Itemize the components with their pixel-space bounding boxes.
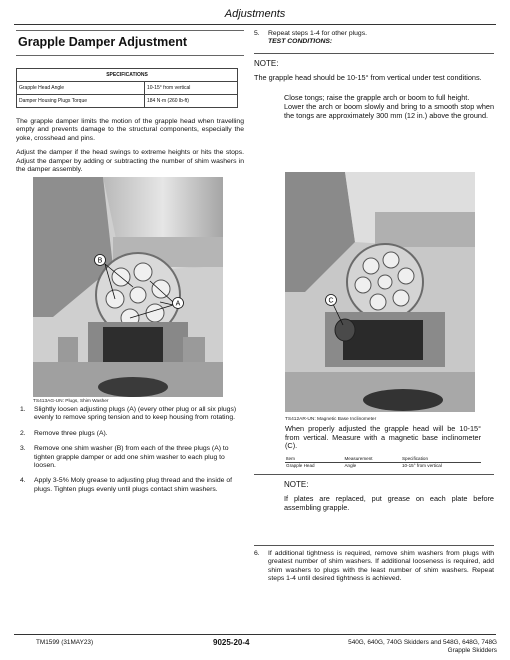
section-title: Grapple Damper Adjustment: [16, 30, 244, 56]
spec-table-heading: SPECIFICATIONS: [17, 69, 238, 82]
step-item: 1. Slightly loosen adjusting plugs (A) (every other plug or all six plugs) evenly to remove spring tension and to keep housing from rotating.: [20, 406, 237, 422]
photo-caption: TS412AR-UN: Magnetic Base Inclinometer: [285, 417, 377, 422]
step-item: 5. Repeat steps 1-4 for other plugs. TEST CONDITIONS:: [254, 30, 367, 46]
table-row: Damper Housing Plugs Torque 184 N·m (260 lb-ft): [17, 95, 238, 108]
footer-doc-id: TM1599 (31MAY23): [36, 639, 94, 646]
footer-models: 540G, 640G, 740G Skidders and 548G, 648G, 748G Grapple Skidders: [348, 639, 497, 654]
step-item: 6. If additional tightness is required, remove shim washers from plugs with greatest number of shim washers. If additional looseness is required, add shim washers to plugs with the least number of shim washers. Repeat steps 1-4 until desired tightness is achieved.: [254, 550, 494, 583]
procedure-steps: [20, 398, 242, 494]
intro-paragraph: Adjust the damper if the head swings to extreme heights or hits the stops. Adjust the damper by adding or subtracting the number of shim washers in the damper assembly.: [16, 149, 244, 174]
intro-paragraph: The grapple damper limits the motion of the grapple head when travelling empty and prevents damage to the structural components, especially the yoke, crosshead and pins.: [16, 118, 244, 142]
test-conditions-label: TEST CONDITIONS:: [268, 38, 333, 46]
step-item: 3. Remove one shim washer (B) from each of the three plugs (A) to tighten grapple damper or add one shim washer to each plug to loosen.: [20, 445, 229, 470]
step-item: 4. Apply 3-5% Moly grease to adjusting plug thread and the inside of plugs. Tighten plugs evenly until plugs contact shim washers.: [20, 477, 232, 493]
footer-page-number: 9025-20-4: [213, 638, 250, 647]
callout-a-label: A: [175, 300, 181, 308]
note-box: NOTE: The grapple head should be 10-15° from vertical under test conditions.: [254, 53, 494, 83]
measurement-table: [285, 456, 481, 469]
table-header-row: Item Measurement Specification: [285, 456, 481, 463]
callout-b-label: B: [97, 257, 103, 265]
inclinometer-photo: [285, 172, 475, 412]
damper-photo: [33, 177, 223, 397]
specifications-table: [16, 68, 238, 108]
table-row: Grapple Head Angle 10-15° from vertical: [286, 463, 442, 469]
callout-c-label: C: [328, 297, 334, 305]
photo-caption: TS413AG-UN: Plugs, Shim Washer: [33, 399, 109, 404]
page-header: Adjustments: [224, 8, 286, 20]
step-6-block: [254, 545, 494, 584]
footer-divider: [14, 634, 496, 635]
note-box: NOTE: If plates are replaced, put grease on each plate before assembling grapple.: [254, 474, 494, 512]
test-instructions: Close tongs; raise the grapple arch or boom to full height. Lower the arch or boom slowly and bring to a smooth stop when the tongs are approximately 300 mm (12 in.) above the ground.: [284, 93, 494, 120]
left-column: [16, 30, 244, 174]
measurement-block: [285, 425, 481, 469]
measurement-text: When properly adjusted the grapple head will be 10-15° from vertical. Measure with a magnetic base inclinometer (C).: [285, 424, 481, 451]
header-divider: [14, 24, 496, 25]
step-item: 2. Remove three plugs (A).: [20, 429, 108, 437]
right-column: [254, 30, 494, 120]
table-row: Grapple Head Angle 10-15° from vertical: [17, 82, 238, 95]
